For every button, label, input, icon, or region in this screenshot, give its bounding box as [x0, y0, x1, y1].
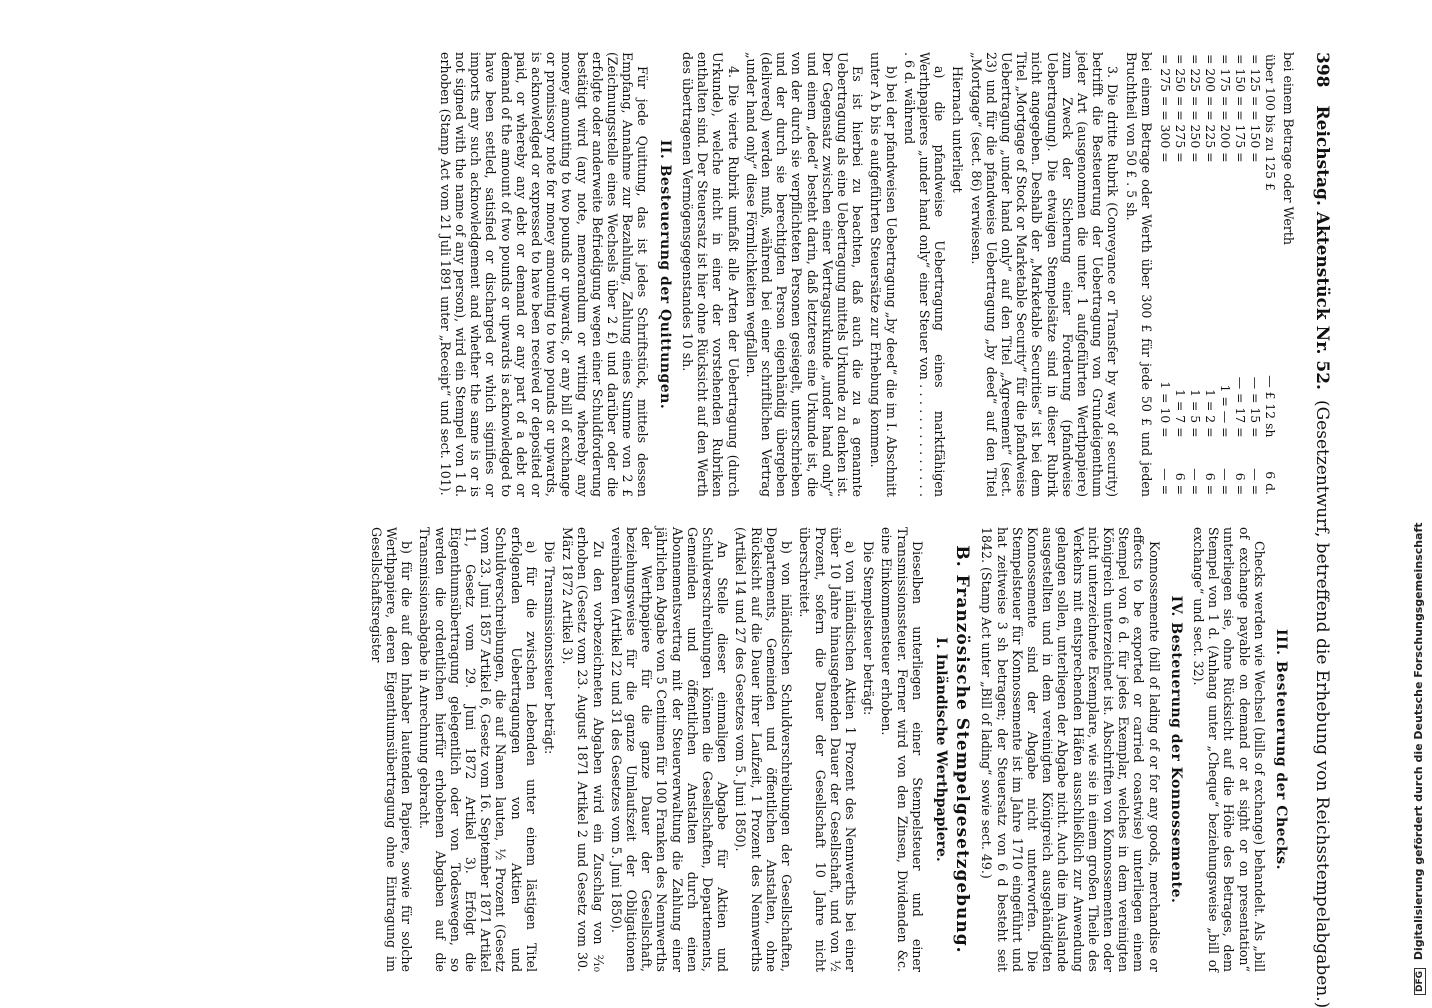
rate-cell-from: = 225 = = 250 = — [1187, 54, 1203, 163]
heading-checks: III. Besteuerung der Checks. — [1273, 628, 1289, 871]
page-number: 398 — [1312, 52, 1332, 88]
paragraph-checks: Checks werden wie Wechsel (bills of exchange) behandelt. Als „bill of exchange payable on demand or at sight or on presentation“ unterliegen sie, ohne Rücksicht auf die Höhe des Betrages, dem Stempel von 1 d. (Anhang unter „Cheque“ beziehungsweise „bill of exchange“ und sect. 32). — [1190, 527, 1267, 972]
rates-intro: bei einem Betrage oder Werth — [1281, 52, 1296, 246]
heading-french-law: B. Französische Stempelgesetzgebung. — [952, 545, 973, 954]
paragraph-4: 4. Die vierte Rubrik umfaßt alle Arten der Uebertragung (durch Urkunde), welche nicht in einer der vorstehenden Rubriken enthalten sind. Der Steuersatz ist hier ohne Rücksicht auf den Werth des übertragenen Vermögensgegenstandes 10 sh. — [679, 52, 741, 497]
paragraph-tb: b) für die auf den Inhaber lautenden Papiere, sowie für solche Werthpapiere, deren Eigenthumsübertragung ohne Eintragung im Gesellschaftsregister — [368, 527, 415, 972]
paragraph-fr5: Die Transmissionssteuer beträgt: — [542, 541, 558, 755]
rate-cell-d: — = — [1187, 468, 1203, 495]
paragraph-fr2: Die Stempelsteuer beträgt: — [861, 541, 877, 716]
heading-domestic-securities: I. Inländische Werthpapiere. — [932, 637, 949, 862]
paragraph-fb: b) von inländischen Schuldverschreibungen der Gesellschaften, Departements, Gemeinden und öffentlichen Anstalten, ohne Rücksicht auf die Dauer ihrer Laufzeit, 1 Prozent des Nennwerths (Artikel 14 und 27 des Gesetzes vom 5. Juni 1850). — [733, 527, 795, 972]
funding-note — [1412, 522, 1426, 995]
dfg-logo: DFG — [1414, 968, 1426, 995]
left-column — [435, 52, 1296, 497]
rate-row — [1233, 52, 1248, 497]
page-header — [1304, 52, 1332, 1008]
rate-cell-d: — = — [1217, 468, 1233, 495]
heading-quittungen: II. Besteuerung der Quittungen. — [656, 139, 673, 410]
paragraph-note: Es ist hierbei zu beachten, daß auch die zu a genannte Uebertragung als eine Uebertragung mittels Urkunde zu denken ist. Der Gegensatz zwischen einer Vertragsurkunde „under hand only“ und einem „deed“ besteht darin, daß letzteres eine Urkunde ist, die von der durch sie verpflichteten Personen gesiegelt, unterschrieben und der durch sie berechtigten Person eigenhändig übergeben (delivered) werden muß, während bei einer schriftlichen Vertrag „under hand only“ diese Förmlichkeiten wegfallen. — [743, 52, 866, 497]
paragraph-konnossemente: Konnossemente (bill of lading of or for any goods, merchandise or effects to be exported or carried coastwise) unterliegen einem Stempel von 6 d. für jedes Exemplar, welches in dem vereinigten Königreich unterzeichnet ist. Abschriften von Konnossementen oder nicht unterzeichnete Exemplare, wie sie in einem großen Theile des Verkehrs mit entsprechenden Häfen ausschließlich zur Anwendung gelangen sollen, unterliegen der Abgabe nicht. Auch die im Auslande ausgestellten und in dem vereinigten Königreich ausgehändigten Konnossemente sind der Abgabe nicht unterworfen. Die Stempelsteuer für Konnossemente ist im Jahre 1710 eingeführt und hat zeitweise 3 sh betragen; der Steuersatz von 6 d besteht seit 1842. (Stamp Act unter „Bill of lading“ sowie sect. 49.) — [979, 527, 1162, 972]
rate-row — [1203, 52, 1218, 497]
paragraph-b: b) bei der pfandweisen Uebertragung „by deed“ die im I. Abschnitt unter A b bis e aufgeführten Steuersätze zur Erhebung kommen. — [868, 52, 899, 497]
paragraph-hiernach: Hiernach unterliegt — [950, 66, 966, 193]
rate-cell-amt: 1 = 10 = — [1157, 381, 1173, 438]
rate-row — [1218, 52, 1233, 497]
rates-tail: bei einem Betrage oder Werth über 300 £ für jede 50 £ und jeden Bruchtheil von 50 £ . 5 sh. — [1123, 52, 1154, 497]
rates-table — [1158, 52, 1278, 497]
rate-cell-amt: — = 17 = — [1232, 376, 1248, 438]
page-title: Reichstag. Aktenstück Nr. 52. — [1312, 105, 1332, 390]
paragraph-ta: a) für die zwischen Lebenden unter einem lästigen Titel erfolgenden Uebertragungen von Aktien und Schuldverschreibungen, die auf Namen lauten, ½ Prozent (Gesetz vom 23. Juni 1857 Artikel 6, Gesetz vom 16. September 1871 Artikel 11, Gesetz vom 29. Juni 1872 Artikel 3). Erfolgt die Eigenthumsübertragung gelegentlich oder von Todeswegen, so werden die ordentlichen hierfür erhobenen Abgaben auf die Transmissionsabgabe in Anrechnung gebracht. — [417, 527, 539, 972]
rate-cell-d: 6 = — [1202, 472, 1218, 495]
right-column — [366, 527, 1296, 972]
rate-cell-from: = 175 = = 200 = — [1217, 54, 1233, 163]
paragraph-fr1: Dieselben unterliegen einer Stempelsteuer und einer Transmissionssteuer. Ferner wird von den Zinsen, Dividenden &c. eine Einkommensteuer erhoben. — [879, 527, 925, 972]
paragraph-fr4: Zu den vorbezeichneten Abgaben wird ein Zuschlag von ²⁄₁₀ erhoben (Gesetz vom 23. August 1871 Artikel 2 und Gesetz vom 30. März 1872 Artikel 3). — [560, 527, 606, 972]
paragraph-a: a) die pfandweise Uebertragung eines marktfähigen Werthpapieres „under hand only“ einer Steuer von . . . . . . . . . . . . . . . 6 d. während — [901, 52, 948, 497]
rate-cell-from: = 275 = = 300 = — [1157, 54, 1173, 163]
rate-cell-from: über 100 bis zu 125 £ — [1262, 54, 1278, 191]
rate-cell-amt: 1 = 2 = — [1202, 389, 1218, 438]
paragraph-fa: a) von inländischen Aktien 1 Prozent des Nennwerths bei einer über 10 Jahre hinausgehenden Dauer der Gesellschaft, und von ½ Prozent, sofern die Dauer der Gesellschaft 10 Jahre nicht überschreitet. — [797, 527, 858, 972]
paragraph-quittungen: Für jede Quittung, das ist jedes Schriftstück, mittels dessen Empfang, Annahme zur Bezahlung, Zahlung eines Summe von 2 £ (Zeichnungsstelle eines Wechsels über 2 £) und darüber oder die erfolgte oder anderweite Befriedigung wegen einer Schuldforderung bestätigt wird (any note, memorandum or writing whereby any money amounting to two pounds or upwards, or any bill of exchange or promissory note for money amounting to two pounds or upwards, is acknowledged or expressed to have been received or deposited or paid, or whereby any debt or demand or any part of a debt or demand of the amount of two pounds or upwards is acknowledged to have been settled, satisfied or discharged or which signifies or imports any such acknowledgement and whether the same is or is not signed with the name of any person), wird ein Stempel von 1 d. erhoben (Stamp Act vom 21 Juli 1891 unter „Receipt“ und sect. 101). — [437, 52, 651, 497]
rate-cell-amt: 1 = 7 = — [1172, 389, 1188, 438]
funding-note-text: Digitalisierung gefördert durch die Deutsche Forschungsgemeinschaft — [1412, 522, 1425, 961]
rate-cell-amt: — = 15 = — [1247, 376, 1263, 438]
rate-cell-d: — = — [1247, 468, 1263, 495]
rate-cell-from: = 125 = = 150 = — [1247, 54, 1263, 163]
page-subtitle: (Gesetzentwurf, betreffend die Erhebung von Reichsstempelabgaben.) — [1312, 399, 1332, 1008]
rate-cell-amt: — £ 12 sh — [1262, 375, 1278, 438]
rate-row — [1173, 52, 1188, 497]
rate-cell-d: 6 = — [1232, 472, 1248, 495]
page-content — [102, 52, 1332, 1008]
rate-row — [1188, 52, 1203, 497]
rate-cell-d: 6 d. — [1262, 471, 1278, 495]
heading-konnossemente: IV. Besteuerung der Konnossemente. — [1167, 595, 1184, 904]
rate-cell-amt: 1 = 5 = — [1187, 389, 1203, 438]
paragraph-fr3: An Stelle dieser einmaligen Abgabe für Aktien und Schuldverschreibungen können die Gesellschaften, Departements, Gemeinden und öffentlichen Anstalten durch einen Abonnementsvertrag mit der Steuerverwaltung die Zahlung einer jährlichen Abgabe von 5 Centimen für 100 Franken des Nennwerths der Werthpapiere für die ganze Dauer der Gesellschaft, beziehungsweise für die ganze Umlaufszeit der Obligationen vereinbaren (Artikel 22 und 31 des Gesetzes vom 5. Juni 1850). — [608, 527, 731, 972]
rate-row — [1263, 52, 1278, 497]
rate-row — [1248, 52, 1263, 497]
rate-cell-from: = 250 = = 275 = — [1172, 54, 1188, 163]
rate-cell-from: = 200 = = 225 = — [1202, 54, 1218, 163]
rate-cell-amt: 1 = — = — [1217, 384, 1233, 438]
rate-cell-from: = 150 = = 175 = — [1232, 54, 1248, 163]
paragraph-3: 3. Die dritte Rubrik (Conveyance or Transfer by way of security) betrifft die Besteuerung der Uebertragung von Grundeigenthum jeder Art (ausgenommen die unter 1 aufgeführten Werthpapiere) zum Zweck der Sicherung einer Forderung (pfandweise Uebertragung). Die etwaigen Stempelsätze sind in dieser Rubrik nicht angegeben. Deshalb der „Marketable Securities“ ist bei dem Titel „Mortgage of Stock or Marketable Security“ für die pfandweise Uebertragung „under hand only“ auf den Titel „Agreement“ (sect. 23) und für die pfandweise Uebertragung „by deed“ auf den Titel „Mortgage“ (sect. 86) verwiesen. — [968, 52, 1121, 497]
rate-cell-d: 6 = — [1172, 472, 1188, 495]
rate-cell-d: — = — [1157, 468, 1173, 495]
rate-row — [1158, 52, 1173, 497]
